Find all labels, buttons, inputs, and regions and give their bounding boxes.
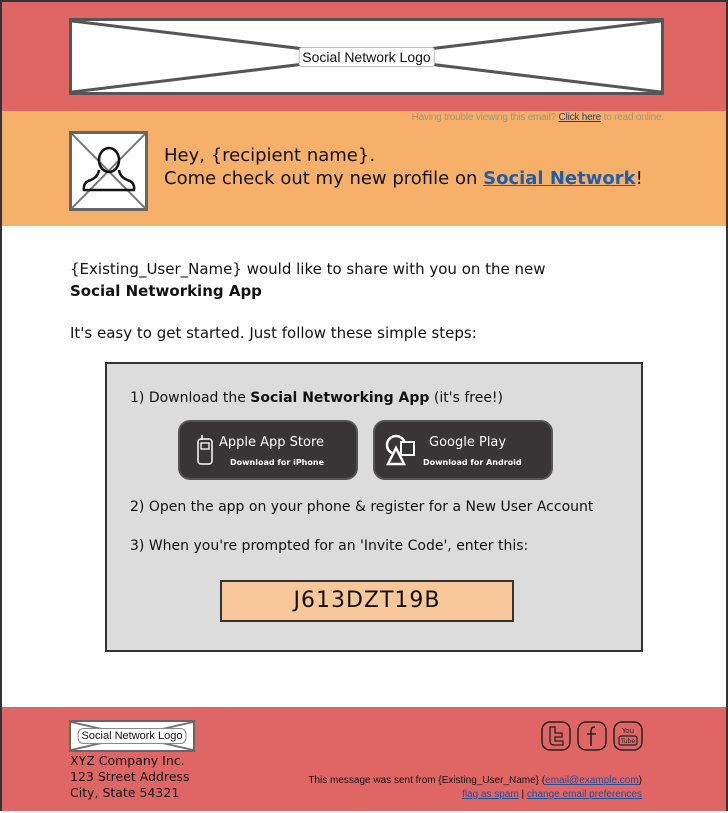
header-logo-placeholder: [69, 18, 664, 95]
user-avatar-icon: [72, 134, 145, 208]
change-email-preferences-link[interactable]: change email preferences: [526, 789, 642, 800]
step-1: [130, 388, 503, 408]
sent-line-1: [308, 774, 642, 788]
google-play-button[interactable]: [373, 420, 553, 480]
youtube-icon[interactable]: [613, 721, 643, 751]
apple-app-store-button[interactable]: [178, 420, 358, 480]
steps-lead: It's easy to get started. Just follow these simple steps:: [70, 324, 477, 342]
link-separator: |: [521, 789, 525, 800]
svg-text:Tube: Tube: [620, 738, 636, 745]
intro-text: {Existing_User_Name} would like to share with you on the new: [70, 260, 546, 278]
sent-prefix: This message was sent from {Existing_User_Name} (: [308, 775, 546, 786]
intro-paragraph: [70, 258, 630, 302]
sender-email-link[interactable]: email@example.com: [545, 775, 639, 786]
greeting-line-2-suffix: !: [635, 168, 643, 189]
steps-box: [105, 362, 643, 652]
facebook-icon[interactable]: [577, 721, 607, 751]
address-street: 123 Street Address: [70, 769, 190, 784]
apple-store-title: Apple App Store: [219, 435, 325, 450]
svg-text:You: You: [621, 727, 635, 735]
avatar: [69, 131, 148, 211]
step-1-suffix: (it's free!): [433, 390, 504, 406]
step-1-app-name: Social Networking App: [250, 390, 430, 406]
greeting-text: [164, 144, 643, 190]
email-footer: [2, 707, 726, 811]
view-online-link[interactable]: Click here: [558, 112, 602, 123]
header-logo-label: Social Network Logo: [298, 47, 434, 67]
twitter-icon[interactable]: [541, 721, 571, 751]
apple-store-subtitle: Download for iPhone: [230, 458, 324, 467]
flag-as-spam-link[interactable]: flag as spam: [462, 789, 519, 800]
greeting-band: [2, 111, 726, 226]
company-address: [70, 753, 190, 801]
step-3: 3) When you're prompted for an 'Invite Code', enter this:: [130, 538, 529, 554]
google-play-icon: [384, 434, 416, 466]
google-play-title: Google Play: [429, 435, 507, 450]
greeting-line-2-prefix: Come check out my new profile on: [164, 168, 478, 189]
step-1-prefix: 1) Download the: [130, 390, 246, 406]
view-online-suffix: to read online.: [603, 112, 664, 123]
google-play-subtitle: Download for Android: [423, 458, 522, 467]
address-city: City, State 54321: [70, 785, 180, 800]
sent-line-2: [308, 788, 642, 802]
invite-code-box[interactable]: J613DZT19B: [220, 580, 514, 622]
view-online-notice: [412, 112, 664, 123]
view-online-prefix: Having trouble viewing this email?: [411, 112, 556, 123]
sent-suffix: ): [638, 775, 642, 786]
greeting-line-1: Hey, {recipient name}.: [164, 145, 376, 166]
footer-logo-label: Social Network Logo: [78, 728, 187, 744]
greeting-line-2: [164, 167, 643, 190]
phone-icon: [196, 434, 214, 466]
social-network-link[interactable]: Social Network: [483, 168, 636, 189]
footer-logo-placeholder: [69, 720, 195, 752]
email-header: [2, 2, 726, 111]
intro-app-name: Social Networking App: [70, 282, 262, 300]
sent-notice: [308, 774, 642, 802]
step-2: 2) Open the app on your phone & register for a New User Account: [130, 499, 594, 515]
address-company: XYZ Company Inc.: [70, 753, 185, 768]
